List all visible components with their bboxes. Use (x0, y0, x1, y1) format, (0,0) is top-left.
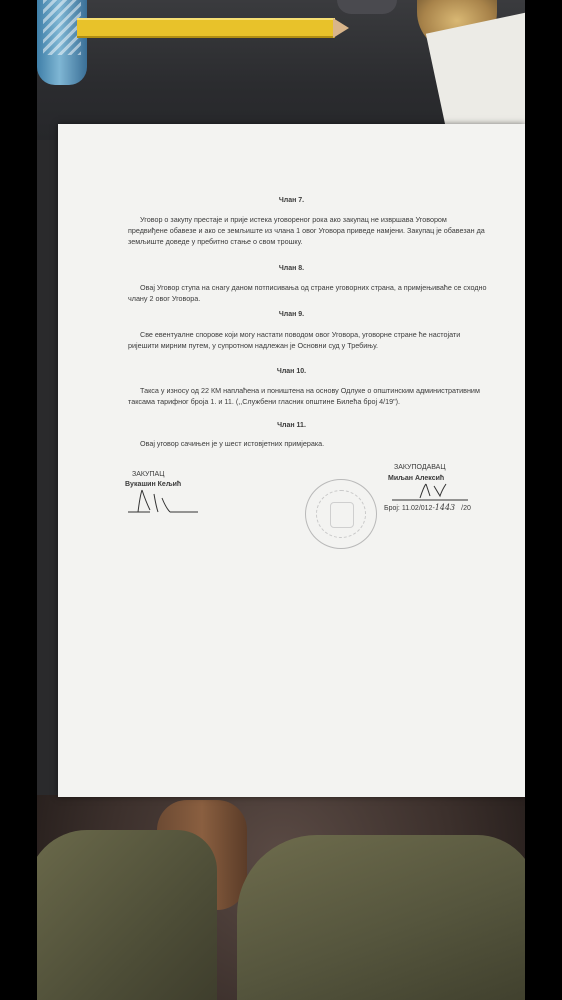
pencil (77, 18, 335, 38)
lessor-name: Миљан Алексић (388, 475, 445, 482)
article-heading: Члан 11. (277, 422, 306, 429)
bottle (37, 0, 87, 85)
contract-page (58, 124, 525, 797)
article-text: Такса у износу од 22 КМ наплаћена и поништена на основу Одлуке о општинским административним таксама тарифног броја 1. и 11. (,,Службени гласник општине Билећа број 4/19"). (128, 386, 480, 406)
lessee-signature (120, 486, 200, 516)
article-heading: Члан 10. (276, 368, 307, 375)
lessor-label: ЗАКУПОДАВАЦ (394, 464, 446, 471)
article-text: Уговор о закупу престаје и прије истека уговореног рока ако закупац не извршава Уговором предвиђене обавезе и ако се земљиште из члана 1 овог Уговора приведе намјени. Закупац је обавезан да земљиште доведе у пребитно стање о свом трошку. (128, 215, 485, 246)
registration-handwritten: 1443 (434, 503, 456, 512)
registration-number (384, 502, 471, 514)
lessee-name: Вукашин Кељић (125, 481, 182, 488)
right-leg (237, 835, 525, 1000)
article-text: Овај уговор сачињен је у шест истовјетних примјерака. (140, 439, 325, 448)
lessee-label: ЗАКУПАЦ (132, 471, 165, 478)
article-heading: Члан 8. (278, 265, 305, 272)
cap (337, 0, 397, 14)
pencil-tip (333, 18, 349, 38)
registration-year: /20 (461, 505, 471, 512)
article-text: Овај Уговор ступа на снагу даном потписивања од стране уговорних страна, а примјењиваће се сходно члану 2 овог Уговора. (128, 283, 487, 303)
left-leg (37, 830, 217, 1000)
article-heading: Члан 7. (278, 197, 305, 204)
article-heading: Члан 9. (278, 311, 305, 318)
official-stamp (305, 479, 377, 549)
article-text: Све евентуалне спорове који могу настати поводом овог Уговора, уговорне стране ће настојати ријешити мирним путем, у супротном надлежан је Основни суд у Требињу. (128, 330, 461, 350)
registration-prefix: Број: 11.02/012- (384, 505, 435, 512)
lessor-signature (390, 480, 470, 502)
